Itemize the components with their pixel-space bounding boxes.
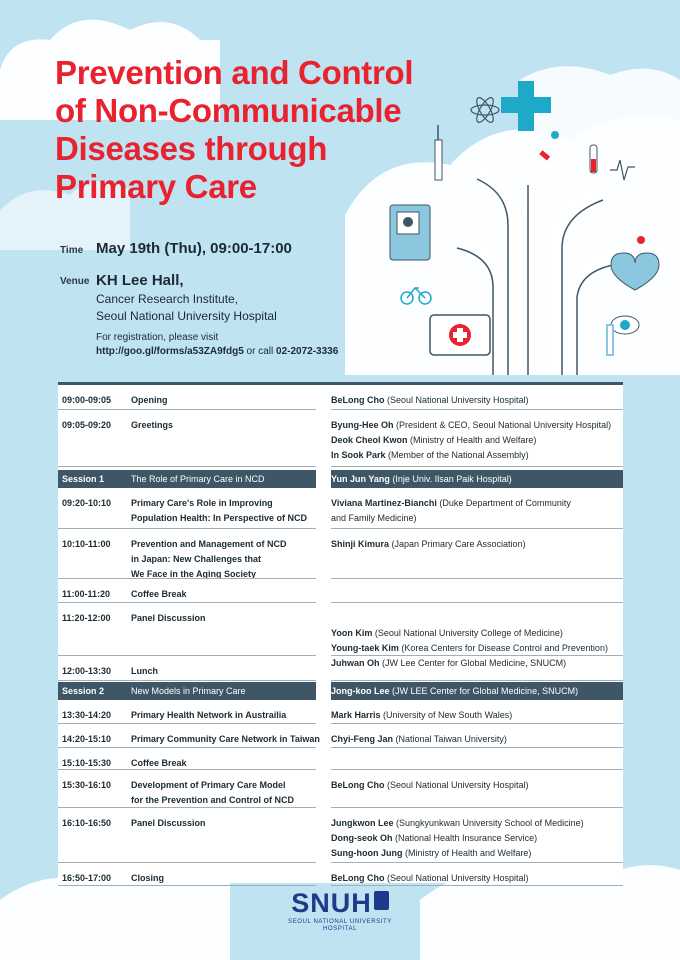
program-row <box>58 603 623 668</box>
registration-phone: 02-2072-3336 <box>276 346 339 357</box>
row-program <box>131 871 321 886</box>
program-line: for the Prevention and Control of NCD <box>131 795 294 805</box>
speaker-name: BeLong Cho <box>331 780 385 790</box>
row-time: 12:00-13:30 <box>62 666 112 676</box>
speaker-name: Shinji Kimura <box>331 539 390 549</box>
venue-name: KH Lee Hall, <box>96 272 184 289</box>
speaker <box>331 448 623 463</box>
speaker <box>331 816 623 831</box>
speaker-name: Viviana Martinez-Bianchi <box>331 498 437 508</box>
speaker <box>331 418 623 433</box>
session-chair <box>331 682 578 700</box>
heart-icon <box>611 253 659 290</box>
title-line: of Non-Communicable <box>55 92 402 129</box>
session-header <box>58 470 623 488</box>
speaker-name: In Sook Park <box>331 450 386 460</box>
speaker <box>331 732 623 747</box>
healthcare-tree-illustration <box>385 75 675 375</box>
program-row <box>58 488 623 529</box>
logo-subtitle: HOSPITAL <box>322 926 358 932</box>
time-label: Time <box>60 245 84 256</box>
speaker-name: BeLong Cho <box>331 395 385 405</box>
speaker-affiliation: (National Taiwan University) <box>393 734 507 744</box>
row-program <box>131 393 321 408</box>
program-row <box>58 724 623 748</box>
registration-link[interactable]: http://goo.gl/forms/a53ZA9fdg5 <box>96 346 244 357</box>
program-row <box>58 808 623 863</box>
program-table <box>58 382 623 883</box>
row-time: 09:05-09:20 <box>62 420 112 430</box>
speaker <box>331 641 623 656</box>
program-line: Coffee Break <box>131 589 187 599</box>
row-time: 14:20-15:10 <box>62 734 112 744</box>
speaker-affiliation: (Seoul National University Hospital) <box>384 873 529 883</box>
speaker-affiliation: (Ministry of Health and Welfare) <box>402 848 532 858</box>
row-time: 13:30-14:20 <box>62 710 112 720</box>
bicycle-icon <box>401 288 431 304</box>
pulse-icon <box>610 160 635 180</box>
speaker <box>331 511 623 526</box>
program-line: Coffee Break <box>131 758 187 768</box>
row-program <box>131 816 321 831</box>
program-row <box>58 385 623 410</box>
h-letter-icon <box>607 325 613 355</box>
program-line: Greetings <box>131 420 174 430</box>
row-speakers <box>331 496 623 526</box>
venue-label: Venue <box>60 276 90 287</box>
chair-affiliation: (Inje Univ. Ilsan Paik Hospital) <box>389 474 512 484</box>
program-row <box>58 748 623 770</box>
time-value: May 19th (Thu), 09:00-17:00 <box>96 240 292 257</box>
program-line: Prevention and Management of NCD <box>131 539 287 549</box>
row-program <box>131 778 321 808</box>
program-line: Primary Community Care Network in Taiwan <box>131 734 320 744</box>
program-line: Primary Health Network in Austrailia <box>131 710 287 720</box>
speaker-affiliation: (Korea Centers for Disease Control and Prevention) <box>398 643 608 653</box>
title-line: Diseases through <box>55 130 328 167</box>
chair-affiliation: (JW LEE Center for Global Medicine, SNUCM) <box>389 686 579 696</box>
venue-line: Cancer Research Institute, <box>96 292 239 306</box>
speaker-affiliation: (Ministry of Health and Welfare) <box>407 435 537 445</box>
program-line: Closing <box>131 873 164 883</box>
row-time: 11:00-11:20 <box>62 589 111 599</box>
row-speakers <box>331 708 623 723</box>
row-program <box>131 664 321 679</box>
program-line: Primary Care's Role in Improving <box>131 498 273 508</box>
speaker <box>331 831 623 846</box>
row-program <box>131 418 321 433</box>
row-speakers <box>331 732 623 747</box>
speaker <box>331 496 623 511</box>
row-time: 16:50-17:00 <box>62 873 112 883</box>
row-speakers <box>331 418 623 463</box>
speaker <box>331 433 623 448</box>
speaker-affiliation: (Seoul National University Hospital) <box>384 395 529 405</box>
session-title: New Models in Primary Care <box>131 686 246 696</box>
session-title: The Role of Primary Care in NCD <box>131 474 265 484</box>
speaker-name: Yoon Kim <box>331 628 373 638</box>
program-line: Panel Discussion <box>131 613 206 623</box>
medical-kit-icon <box>430 315 490 355</box>
speaker-name: Dong-seok Oh <box>331 833 393 843</box>
row-program <box>131 587 321 602</box>
speaker-affiliation: (Japan Primary Care Association) <box>389 539 526 549</box>
row-program <box>131 496 321 526</box>
row-time: 09:20-10:10 <box>62 498 112 508</box>
title-line: Prevention and Control <box>55 54 414 91</box>
program-line: Panel Discussion <box>131 818 206 828</box>
row-time: 10:10-11:00 <box>62 539 111 549</box>
atom-icon <box>471 95 499 124</box>
speaker-name: BeLong Cho <box>331 873 385 883</box>
row-speakers <box>331 778 623 793</box>
speaker-name: Mark Harris <box>331 710 381 720</box>
program-row <box>58 529 623 579</box>
speaker-name: Sung-hoon Jung <box>331 848 403 858</box>
speaker <box>331 846 623 861</box>
row-speakers <box>331 816 623 861</box>
program-line: in Japan: New Challenges that <box>131 554 262 564</box>
row-program <box>131 732 321 747</box>
program-line: Development of Primary Care Model <box>131 780 286 790</box>
title-line: Primary Care <box>55 168 257 205</box>
program-line: We Face in the Aging Society <box>131 569 257 579</box>
speaker-affiliation: and Family Medicine) <box>331 513 417 523</box>
speaker-name: Young-taek Kim <box>331 643 399 653</box>
program-row <box>58 700 623 724</box>
speaker-affiliation: (National Health Insurance Service) <box>392 833 538 843</box>
program-row <box>58 579 623 603</box>
speaker <box>331 537 623 552</box>
speaker-affiliation: (JW Lee Center for Global Medicine, SNUCM) <box>379 658 567 668</box>
speaker <box>331 708 623 723</box>
speaker <box>331 871 623 886</box>
snuh-logo <box>270 888 410 948</box>
program-row <box>58 410 623 467</box>
logo-subtitle: SEOUL NATIONAL UNIVERSITY <box>288 919 392 925</box>
program-line: Lunch <box>131 666 158 676</box>
speaker-name: Byung-Hee Oh <box>331 420 394 430</box>
speaker-affiliation: (Seoul National University Hospital) <box>384 780 529 790</box>
drop-icon <box>637 236 645 244</box>
row-time: 09:00-09:05 <box>62 395 112 405</box>
speaker <box>331 778 623 793</box>
program-line: Opening <box>131 395 168 405</box>
speaker-affiliation: (University of New South Wales) <box>380 710 513 720</box>
gear-icon <box>551 131 559 139</box>
speaker-affiliation: (Duke Department of Community <box>436 498 571 508</box>
syringe-icon <box>435 125 442 180</box>
program-line: Population Health: In Perspective of NCD <box>131 513 308 523</box>
speaker <box>331 393 623 408</box>
eye-icon <box>611 316 639 334</box>
row-time: 16:10-16:50 <box>62 818 112 828</box>
medical-cross-icon <box>501 81 551 131</box>
row-time: 15:10-15:30 <box>62 758 112 768</box>
id-card-icon <box>390 205 430 260</box>
session-header <box>58 682 623 700</box>
speaker-name: Deok Cheol Kwon <box>331 435 408 445</box>
row-time: 15:30-16:10 <box>62 780 112 790</box>
speaker-affiliation: (Member of the National Assembly) <box>385 450 529 460</box>
registration-text: For registration, please visit <box>96 332 219 343</box>
test-tube-icon <box>590 145 597 173</box>
speaker-name: Jungkwon Lee <box>331 818 394 828</box>
speaker <box>331 611 623 626</box>
row-time: 11:20-12:00 <box>62 613 111 623</box>
row-speakers <box>331 537 623 552</box>
row-speakers <box>331 871 623 886</box>
logo-mark-icon <box>374 891 389 910</box>
venue-line: Seoul National University Hospital <box>96 309 277 323</box>
row-speakers <box>331 393 623 408</box>
chair-name: Jong-koo Lee <box>331 686 390 696</box>
session-tag: Session 1 <box>62 474 105 484</box>
speaker-affiliation: (Seoul National University College of Medicine) <box>372 628 563 638</box>
program-row <box>58 863 623 886</box>
program-row <box>58 656 623 681</box>
speaker-affiliation: (Sungkyunkwan University School of Medicine) <box>393 818 584 828</box>
speaker-name: Chyi-Feng Jan <box>331 734 394 744</box>
speaker-affiliation: (President & CEO, Seoul National University Hospital) <box>393 420 612 430</box>
program-row <box>58 770 623 808</box>
session-chair <box>331 470 512 488</box>
registration-or: or call <box>243 346 277 357</box>
chair-name: Yun Jun Yang <box>331 474 390 484</box>
speaker-name: Juhwan Oh <box>331 658 380 668</box>
row-program <box>131 708 321 723</box>
speaker <box>331 626 623 641</box>
logo-text: SNUH <box>291 888 372 918</box>
row-program <box>131 537 321 582</box>
row-program <box>131 611 321 626</box>
registration-info <box>96 331 338 359</box>
session-tag: Session 2 <box>62 686 105 696</box>
pill-icon <box>539 150 550 160</box>
